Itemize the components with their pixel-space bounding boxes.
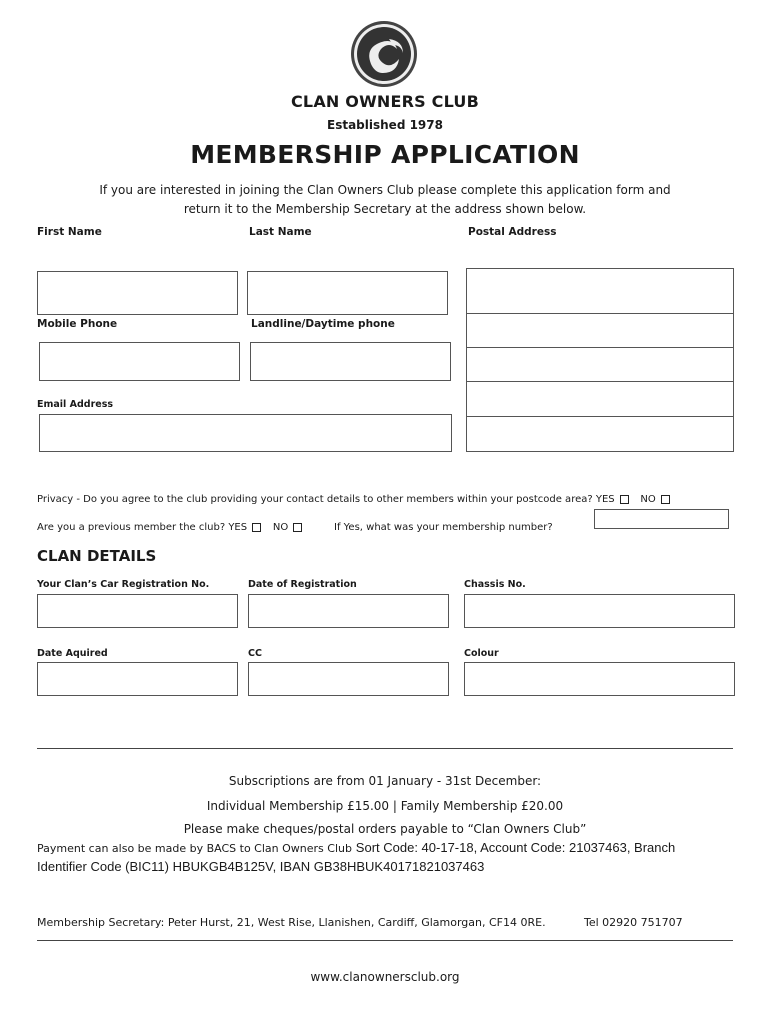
clan-details-heading: CLAN DETAILS — [37, 547, 157, 565]
cc-label: CC — [248, 648, 262, 659]
chassis-field[interactable] — [464, 594, 735, 628]
mobile-phone-label: Mobile Phone — [37, 318, 118, 330]
last-name-field[interactable] — [247, 271, 448, 315]
bacs-prefix: Payment can also be made by BACS to Clan Owners Club — [37, 842, 352, 855]
bacs-details-1: Sort Code: 40-17-18, Account Code: 21037463, Branch — [355, 840, 676, 855]
postal-address-line-4[interactable] — [466, 381, 734, 417]
previous-member-row — [37, 522, 304, 533]
last-name-label: Last Name — [249, 226, 312, 238]
privacy-yes-label: YES — [595, 494, 615, 505]
secretary-address: Membership Secretary: Peter Hurst, 21, West Rise, Llanishen, Cardiff, Glamorgan, CF14 0RE. — [37, 916, 546, 929]
postal-address-line-3[interactable] — [466, 347, 734, 382]
privacy-no-label: NO — [640, 494, 656, 505]
bacs-payment-text — [37, 839, 737, 876]
postal-address-line-5[interactable] — [466, 416, 734, 452]
date-acquired-field[interactable] — [37, 662, 238, 696]
postal-address-line-1[interactable] — [466, 268, 734, 314]
divider-top — [37, 748, 733, 749]
registration-label: Your Clan’s Car Registration No. — [37, 579, 210, 590]
landline-label: Landline/Daytime phone — [251, 318, 395, 330]
date-registration-field[interactable] — [248, 594, 449, 628]
website-link[interactable]: www.clanownersclub.org — [310, 970, 460, 984]
cc-field[interactable] — [248, 662, 449, 696]
first-name-field[interactable] — [37, 271, 238, 315]
email-label: Email Address — [37, 399, 114, 410]
landline-field[interactable] — [250, 342, 451, 381]
secretary-tel: Tel 02920 751707 — [584, 916, 683, 929]
privacy-row — [37, 494, 672, 505]
club-logo — [349, 19, 419, 89]
email-field[interactable] — [39, 414, 452, 452]
membership-number-text: If Yes, what was your membership number? — [334, 522, 553, 533]
colour-field[interactable] — [464, 662, 735, 696]
intro-line-2: return it to the Membership Secretary at the address shown below. — [183, 202, 587, 216]
divider-bottom — [37, 940, 733, 941]
previous-yes-label: YES — [228, 522, 248, 533]
previous-no-label: NO — [272, 522, 289, 533]
club-name: CLAN OWNERS CLUB — [290, 92, 480, 111]
established: Established 1978 — [327, 118, 443, 132]
date-registration-label: Date of Registration — [248, 579, 357, 590]
privacy-no-checkbox[interactable] — [661, 495, 670, 504]
colour-label: Colour — [464, 648, 499, 659]
subscriptions-text: Subscriptions are from 01 January - 31st December: — [228, 774, 542, 788]
chassis-label: Chassis No. — [464, 579, 526, 590]
membership-prices: Individual Membership £15.00 | Family Membership £20.00 — [206, 799, 564, 813]
intro-text — [0, 181, 770, 219]
mobile-phone-field[interactable] — [39, 342, 240, 381]
postal-address-line-2[interactable] — [466, 313, 734, 348]
date-acquired-label: Date Aquired — [37, 648, 108, 659]
membership-number-field[interactable] — [594, 509, 729, 529]
privacy-yes-checkbox[interactable] — [620, 495, 629, 504]
privacy-text: Privacy - Do you agree to the club providing your contact details to other members within your postcode area? — [37, 494, 593, 505]
page-title: MEMBERSHIP APPLICATION — [190, 140, 580, 169]
previous-yes-checkbox[interactable] — [252, 523, 261, 532]
previous-member-text: Are you a previous member the club? — [37, 522, 226, 533]
postal-address-label: Postal Address — [468, 226, 557, 238]
bacs-details-2: Identifier Code (BIC11) HBUKGB4B125V, IBAN GB38HBUK40171821037463 — [37, 859, 485, 874]
previous-no-checkbox[interactable] — [293, 523, 302, 532]
cheques-text: Please make cheques/postal orders payable to “Clan Owners Club” — [183, 822, 587, 836]
first-name-label: First Name — [37, 226, 102, 238]
intro-line-1: If you are interested in joining the Clan Owners Club please complete this application form and — [99, 183, 671, 197]
registration-field[interactable] — [37, 594, 238, 628]
